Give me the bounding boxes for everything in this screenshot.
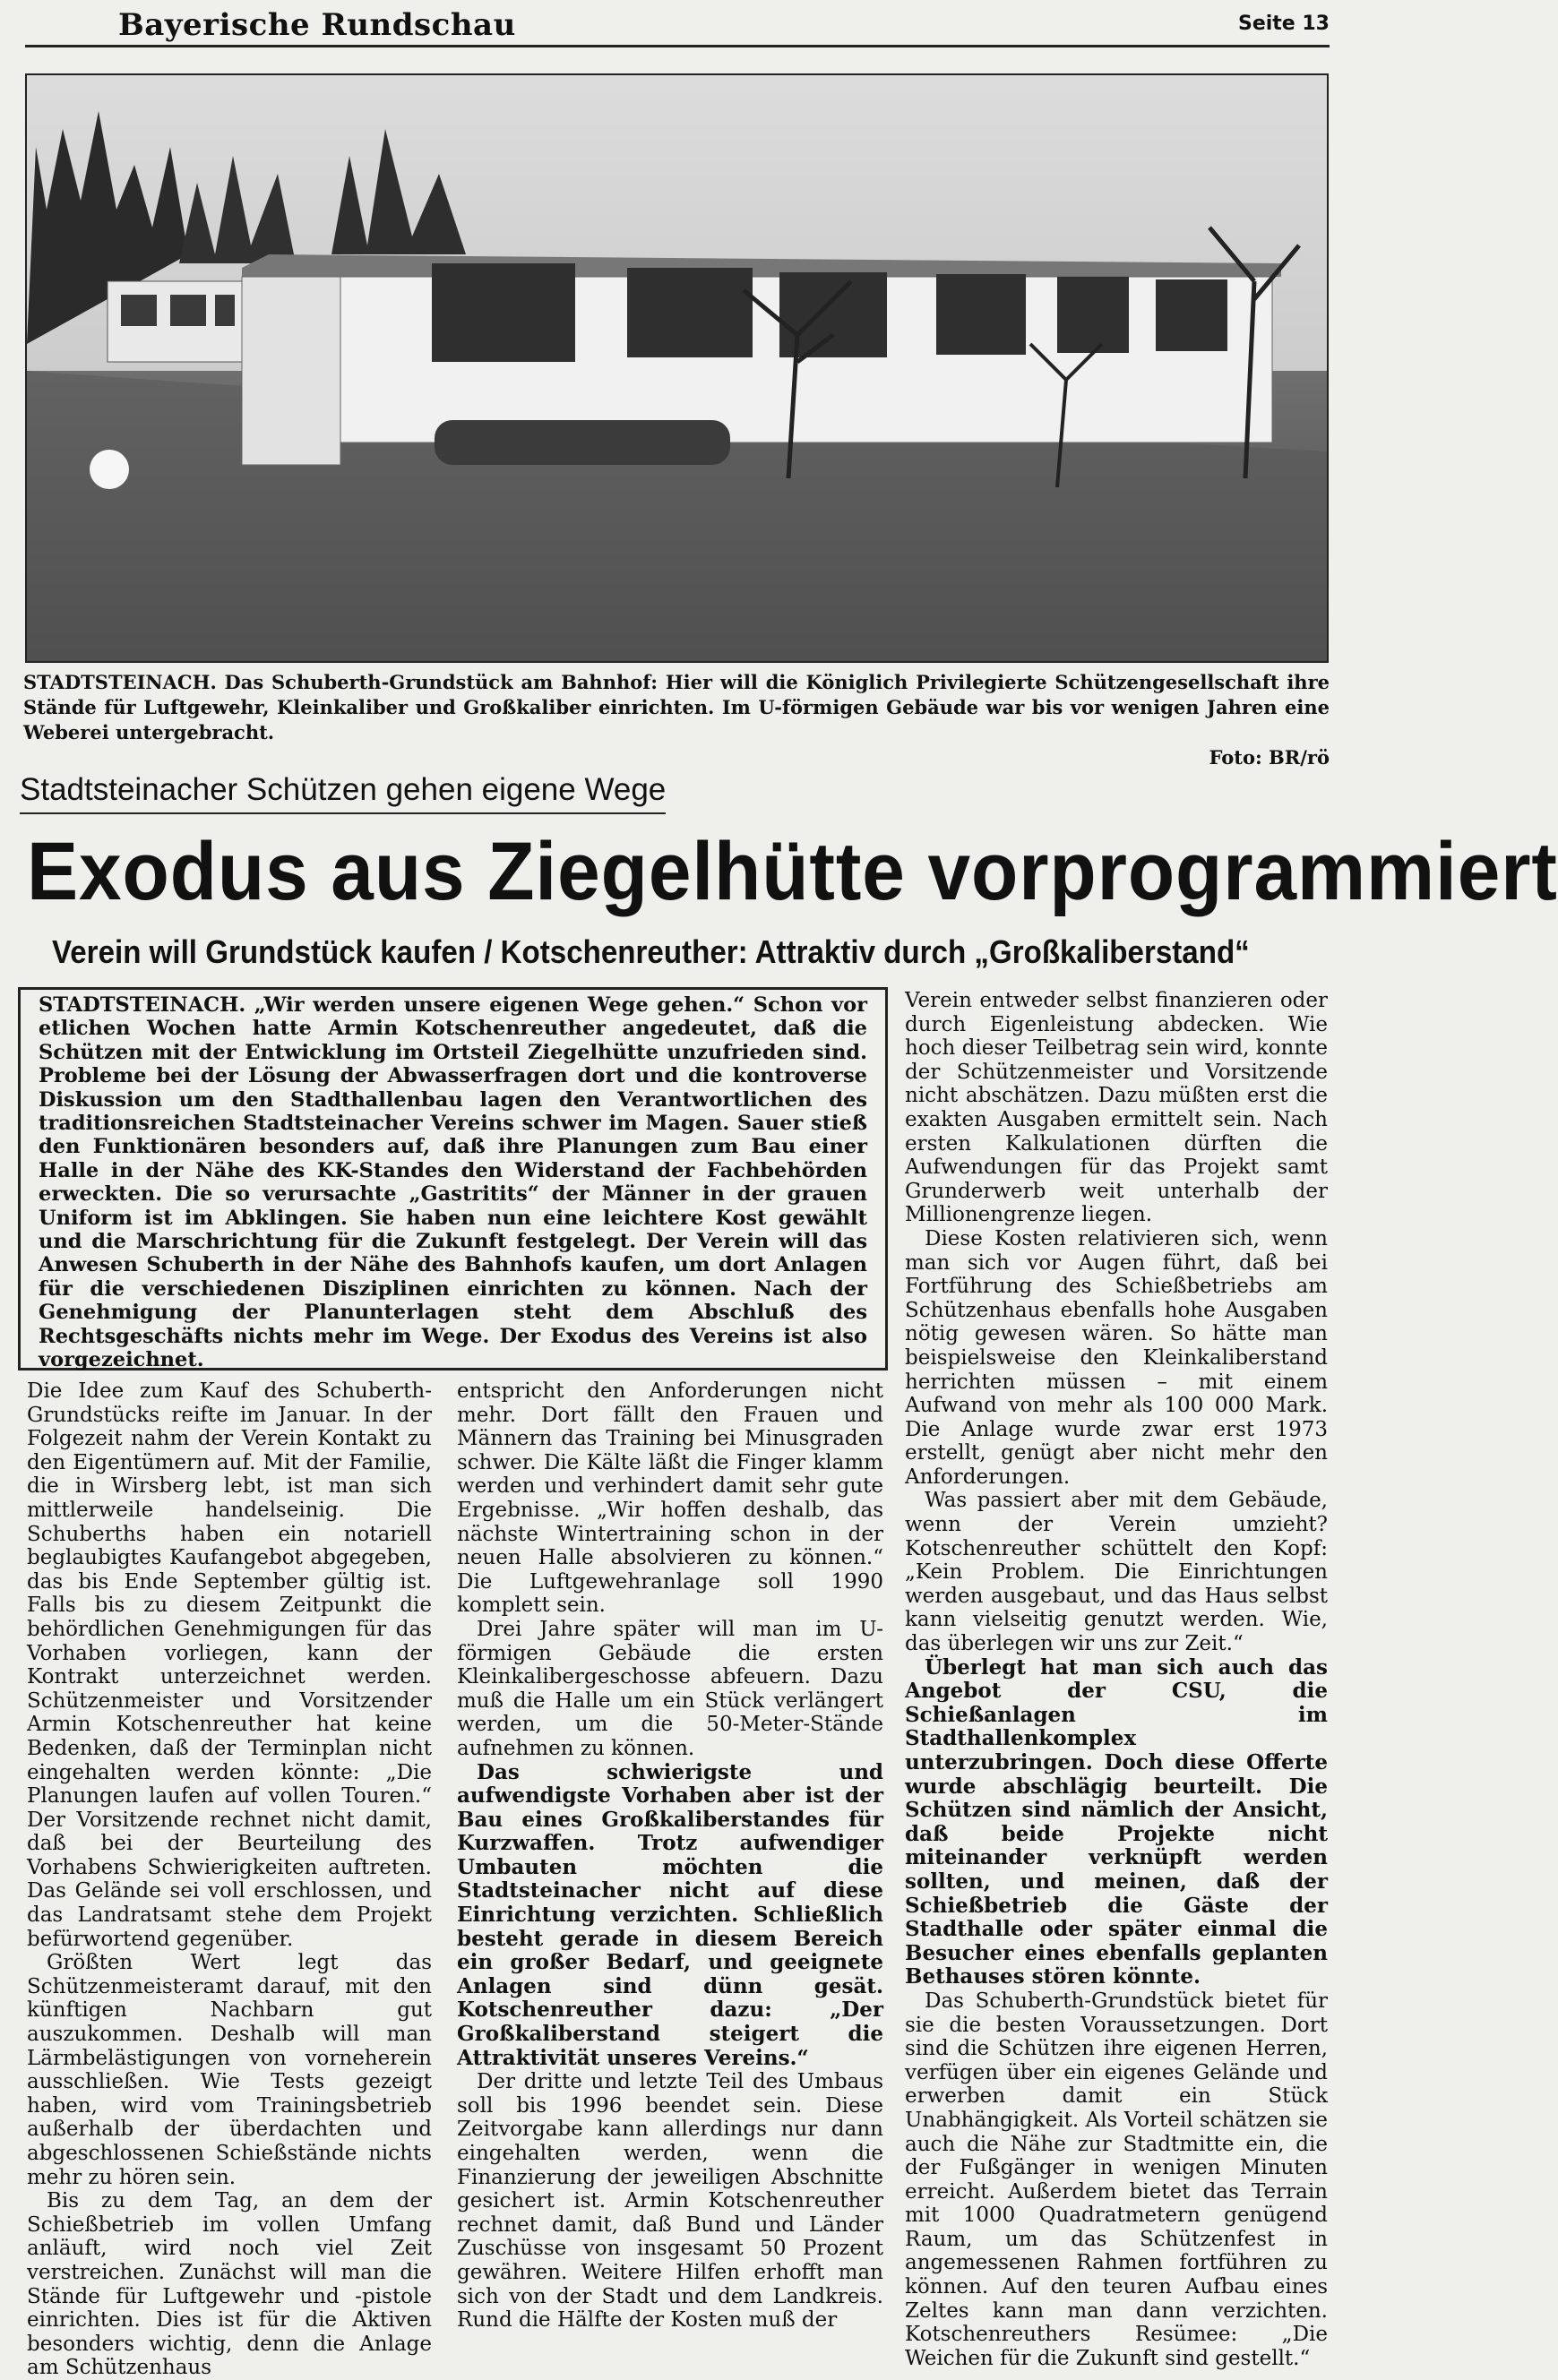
page-number: Seite 13	[1237, 13, 1330, 35]
paragraph: Die Idee zum Kauf des Schuberth-Grundstücks reifte im Januar. In der Folgezeit nahm der Verein Kontakt zu den Eigentümern auf. Mit der Familie, die in Wirsberg lebt, ist man sich mittlerweile handelseinig. Die Schuberths haben ein notariell beglaubigtes Kaufangebot abgegeben, das bis Ende September gültig ist. Falls bis zu diesem Zeitpunkt die behördlichen Genehmigungen für das Vorhaben vorliegen, kann der Kontrakt unterzeichnet werden. Schützenmeister und Vorsitzender Armin Kotschenreuther hat keine Bedenken, daß der Terminplan nicht eingehalten werden könnte: „Die Planungen laufen auf vollen Touren.“ Der Vorsitzende rechnet nicht damit, daß bei der Beurteilung des Vorhabens Schwierigkeiten auftreten. Das Gelände sei voll erschlossen, und das Landratsamt stehe dem Projekt befürwortend gegenüber.	[27, 1379, 432, 1951]
paragraph: Diese Kosten relativieren sich, wenn man sich vor Augen führt, daß bei Fortführung des Schießbetriebs am Schützenhaus ebenfalls hohe Ausgaben nötig gewesen wären. So hätte man beispielsweise den Kleinkaliberstand herrichten müssen – mit einem Aufwand von mehr als 100 000 Mark. Die Anlage wurde zwar erst 1973 erstellt, genügt aber nicht mehr den Anforderungen.	[905, 1226, 1328, 1489]
paragraph: Das Schuberth-Grundstück bietet für sie die besten Voraussetzungen. Dort sind die Schützen ihre eigenen Herren, verfügen über ein eigenes Gelände und erwerben damit ein Stück Unabhängigkeit. Als Vorteil schätzen sie auch die Nähe zur Stadtmitte ein, die der Fußgänger in wenigen Minuten erreicht. Außerdem bietet das Terrain mit 1000 Quadratmetern genügend Raum, um das Schützenfest in angemessenen Rahmen fortführen zu können. Auf den teuren Aufbau eines Zeltes kann man dann verzichten. Kotschenreuthers Resümee: „Die Weichen für die Zukunft sind gestellt.“	[905, 1989, 1328, 2370]
paragraph: Größten Wert legt das Schützenmeisteramt darauf, mit den künftigen Nachbarn gut auszukommen. Deshalb will man Lärmbelästigungen von vorneherein ausschließen. Wie Tests gezeigt haben, wird vom Trainingsbetrieb außerhalb der überdachten und abgeschlossenen Schießstände nichts mehr zu hören sein.	[27, 1951, 432, 2189]
paragraph: Was passiert aber mit dem Gebäude, wenn der Verein umzieht? Kotschenreuther schüttelt den Kopf: „Kein Problem. Die Einrichtungen werden ausgebaut, und das Haus selbst kann vielseitig genutzt werden. Wie, das überlegen wir uns zur Zeit.“	[905, 1489, 1328, 1656]
article-photo	[25, 73, 1329, 663]
article-kicker: Stadtsteinacher Schützen gehen eigene Wege	[20, 772, 666, 814]
paragraph: Der dritte und letzte Teil des Umbaus soll bis 1996 beendet sein. Diese Zeitvorgabe kann allerdings nur dann eingehalten werden, wenn die Finanzierung der jeweiligen Abschnitte gesichert ist. Armin Kotschenreuther rechnet damit, daß Bund und Länder Zuschüsse von insgesamt 50 Prozent gewähren. Weitere Hilfen erhofft man sich von der Stadt und dem Landkreis. Rund die Hälfte der Kosten muß der	[457, 2070, 883, 2333]
paragraph-bold: Das schwierigste und aufwendigste Vorhaben aber ist der Bau eines Großkaliberstandes für Kurzwaffen. Trotz aufwendiger Umbauten möchten die Stadtsteinacher nicht auf diese Einrichtung verzichten. Schließlich besteht gerade in diesem Bereich ein großer Bedarf, und geeignete Anlagen sind dünn gesät. Kotschenreuther dazu: „Der Großkaliberstand steigert die Attraktivität unseres Vereins.“	[457, 1759, 883, 2070]
photo-credit: Foto: BR/rö	[1209, 746, 1330, 769]
article-headline: Exodus aus Ziegelhütte vorprogrammiert	[27, 826, 1558, 917]
newspaper-title: Bayerische Rundschau	[106, 7, 529, 43]
masthead	[25, 5, 1330, 47]
lead-paragraph: STADTSTEINACH. „Wir werden unsere eigenen Wege gehen.“ Schon vor etlichen Wochen hatte Armin Kotschenreuther angedeutet, daß die Schützen mit der Entwicklung im Ortsteil Ziegelhütte unzufrieden sind. Probleme bei der Lösung der Abwasserfragen dort und die kontroverse Diskussion um den Stadthallenbau lagen den Verantwortlichen des traditionsreichen Stadtsteinacher Vereins schwer im Magen. Sauer stieß den Funktionären besonders auf, daß ihre Planungen zum Bau einer Halle in der Nähe des KK-Standes den Widerstand der Fachbehörden erweckten. Die so verursachte „Gastritits“ der Männer in der grauen Uniform ist im Abklingen. Sie haben nun eine leichtere Kost gewählt und die Marschrichtung für die Zukunft festgelegt. Der Verein will das Anwesen Schuberth in der Nähe des Bahnhofs kaufen, um dort Anlagen für die verschiedenen Disziplinen einrichten zu können. Nach der Genehmigung der Planunterlagen steht dem Abschluß des Rechtsgeschäfts nichts mehr im Wege. Der Exodus des Vereins ist also vorgezeichnet.	[39, 993, 867, 1372]
building-photo-illustration	[27, 75, 1327, 661]
body-column-1	[27, 1379, 432, 2380]
paragraph: Drei Jahre später will man im U-förmigen Gebäude die ersten Kleinkalibergeschosse abfeuern. Dazu muß die Halle um ein Stück verlängert werden, um die 50-Meter-Stände aufnehmen zu können.	[457, 1617, 883, 1760]
paragraph: entspricht den Anforderungen nicht mehr. Dort fällt den Frauen und Männern das Training bei Minusgraden schwer. Die Kälte läßt die Finger klamm werden und verhindert damit sehr gute Ergebnisse. „Wir hoffen deshalb, das nächste Wintertraining schon in der neuen Halle absolvieren zu können.“ Die Luftgewehranlage soll 1990 komplett sein.	[457, 1379, 883, 1618]
article-subhead: Verein will Grundstück kaufen / Kotschenreuther: Attraktiv durch „Großkaliberstand“	[52, 933, 1250, 970]
paragraph: Bis zu dem Tag, an dem der Schießbetrieb im vollen Umfang anläuft, wird noch viel Zeit verstreichen. Zunächst will man die Stände für Luftgewehr und -pistole einrichten. Dies ist für die Aktiven besonders wichtig, denn die Anlage am Schützenhaus	[27, 2189, 432, 2380]
body-column-2	[457, 1379, 883, 2333]
paragraph-bold: Überlegt hat man sich auch das Angebot der CSU, die Schießanlagen im Stadthallenkomplex unterzubringen. Doch diese Offerte wurde abschlägig beurteilt. Die Schützen sind nämlich der Ansicht, daß beide Projekte nicht miteinander verknüpft werden sollten, und meinen, daß der Schießbetrieb die Gäste der Stadthalle oder später einmal die Besucher eines ebenfalls geplanten Bethauses stören könnte.	[905, 1654, 1328, 1989]
paragraph: Verein entweder selbst finanzieren oder durch Eigenleistung abdecken. Wie hoch dieser Teilbetrag sein wird, konnte der Schützenmeister und Vorsitzende nicht abschätzen. Dazu müßten erst die exakten Ausgaben ermittelt sein. Nach ersten Kalkulationen dürften die Aufwendungen für das Projekt samt Grunderwerb weit unterhalb der Millionengrenze liegen.	[905, 989, 1328, 1227]
caption-text: STADTSTEINACH. Das Schuberth-Grundstück am Bahnhof: Hier will die Königlich Privilegierte Schützengesellschaft ihre Stände für Luftgewehr, Kleinkaliber und Großkaliber einrichten. Im U-förmigen Gebäude war bis vor wenigen Jahren eine Weberei untergebracht.	[23, 671, 1330, 743]
photo-caption	[23, 670, 1330, 770]
lead-box	[18, 987, 888, 1370]
body-column-3	[905, 989, 1328, 2370]
